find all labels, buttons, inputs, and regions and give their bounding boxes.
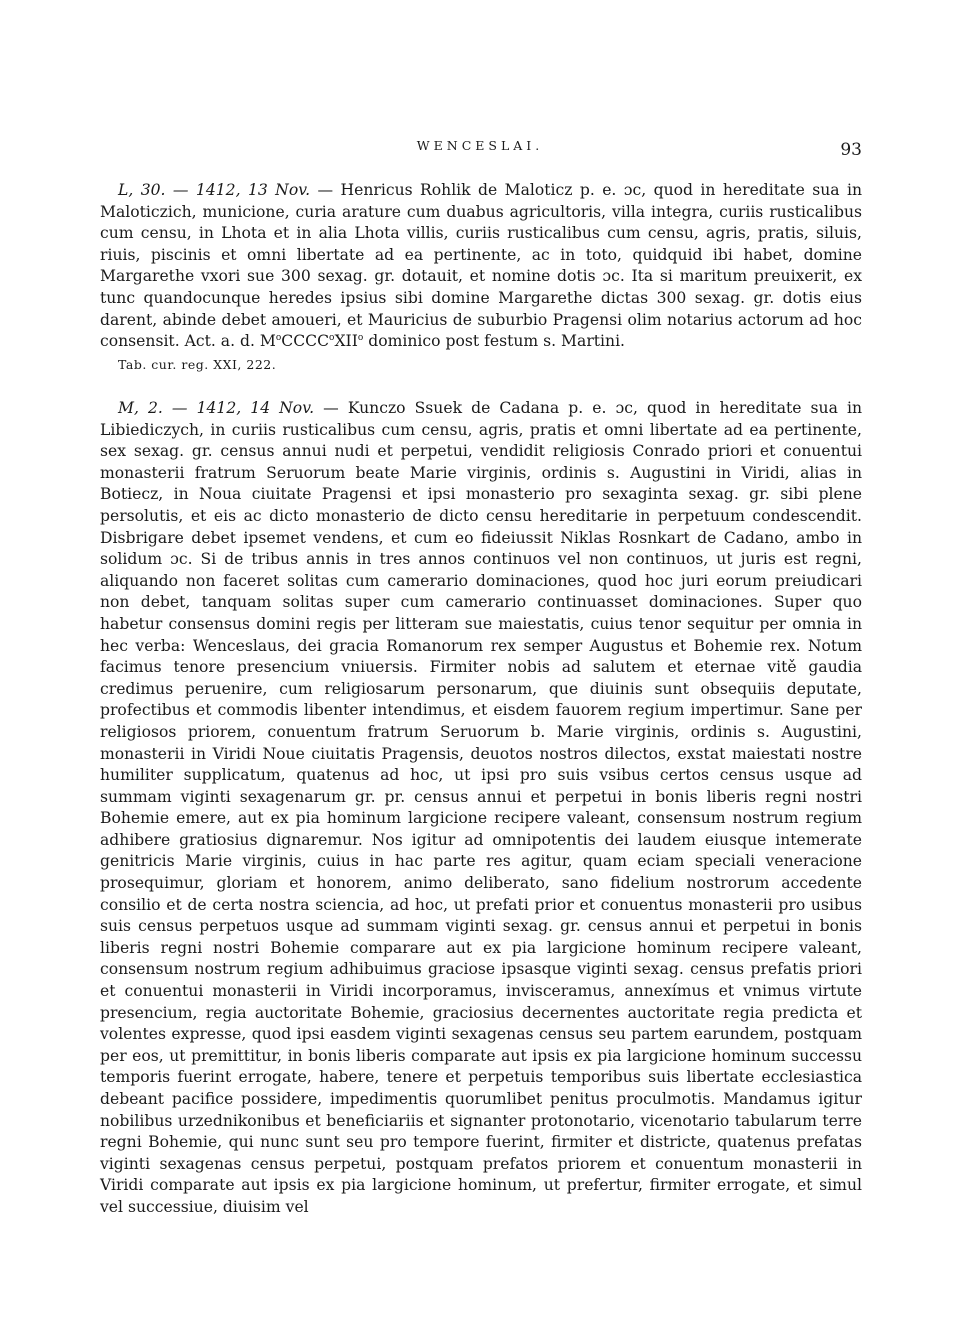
- entry-m2-siglum: M, 2. — 1412, 14 Nov.: [118, 399, 315, 417]
- entry-m2: [100, 398, 862, 1219]
- numeral-superscript: o: [329, 332, 335, 343]
- numeral-part: XII: [334, 332, 358, 351]
- page-number: 93: [840, 140, 862, 160]
- entry-l30: [100, 180, 862, 372]
- entry-m2-text: — Kunczo Ssuek de Cadana p. e. ɔc, quod in hereditate sua in Libiediczych, in curiis rusticalibus cum censu, agris, pratis et omni libertate ad ea pertinente, sex sexag. gr. census annui nudi et perpetui, vendidit religiosis Conrado priori et conuentui monasterii fratrum Seruorum beate Marie virginis, ordinis s. Augustini in Viridi, alias in Botiecz, in Noua ciuitate Pragensi et ipsi monasterio pro sexaginta sexag. gr. sibi plene persolutis, et eis ac dicto monasterio de dicto censu hereditarie in perpetuum condescendit. Disbrigare debet ipsemet vendens, et cum eo fideiussit Niklas Rosnkart de Cadano, ambo in solidum ɔc. Si de tribus annis in tres annos continuos vel non continuos, ut juris est regni, aliquando non faceret solitas cum camerario dominaciones, quod hoc juri eorum preiudicari non debet, tanquam solitas super cum camerario continuasset dominaciones. Super quo habetur consensus domini regis per litteram sue maiestatis, cuius tenor sequitur per omnia in hec verba: Wenceslaus, dei gracia Romanorum rex semper Augustus et Bohemie rex. Notum facimus tenore presencium vniuersis. Firmiter nobis ad salutem et eternae vitě gaudia credimus peruenire, cum religiosarum personarum, que diuinis sunt obsequiis deputate, profectibus et commodis libenter intendimus, et eisdem fauorem regium impertimur. Sane per religiosos priorem, conuentum fratrum Seruorum b. Marie virginis, ordinis s. Augustini, monasterii in Viridi Noue ciuitatis Pragensis, deuotos nostros dilectos, exstat maiestati nostre humiliter supplicatum, quatenus ad hoc, ut ipsi pro suis vsibus certos census usque ad summam viginti sexagenarum gr. pr. census annui et perpetui in bonis liberis regni nostri Bohemie emere, aut ex pia hominum largicione recipere valeant, consensum nostrum regium adhibere gratiosius dignaremur. Nos igitur ad omnipotentis dei laudem eiusque intemerate genitricis Marie virginis, cuius in hac parte res agitur, quam eciam speciali veneracione prosequimur, gloriam et honorem, animo deliberato, sano fidelium nostrorum accedente consilio et de certa nostra sciencia, ad hoc, ut prefati prior et conuentus monasterii pro usibus suis census perpetuos usque ad summam viginti sexag. gr. census annui et perpetui in bonis liberis regni nostri Bohemie comparare aut ex pia largicione hominum recipere valeant, consensum nostrum regium adhibuimus graciose ipsasque viginti sexag. census prefatis priori et conuentui monasterii in Viridi incorporamus, invisceramus, annexímus et vnimus virtute presencium, regia auctoritate Bohemie, graciosius decernentes auctoritate regia predicta et volentes expresse, quod ipsi easdem viginti sexagenas census seu partem earundem, postquam per eos, ut premittitur, in bonis liberis comparate aut ipsis ex pia largicione hominum successu temporis fuerint errogate, habere, tenere et perpetuis temporibus suis libertate ecclesiastica debeant pacifice possidere, impedimentis quorumlibet penitus proculmotis. Mandamus igitur nobilibus urzednikonibus et beneficiariis et signanter protonotario, vicenotario tabularum terre regni Bohemie, qui nunc sunt seu pro tempore fuerint, firmiter et districte, quatenus prefatas viginti sexagenas census perpetui, postquam prefatos priorem et conuentum monasterii in Viridi comparate aut ipsis ex pia largicione hominum, ut prefertur, firmiter errogate, et simul vel successiue, diuisim vel: [100, 399, 862, 1216]
- numeral-superscript: o: [357, 332, 364, 343]
- entry-l30-siglum: L, 30. — 1412, 13 Nov.: [118, 181, 311, 199]
- numeral-part: CCCC: [281, 332, 330, 351]
- entry-l30-text-end: dominico post festum s. Martini.: [363, 332, 626, 351]
- numeral-superscript: o: [275, 332, 282, 343]
- entry-l30-text: — Henricus Rohlik de Maloticz p. e. ɔc, quod in hereditate sua in Maloticzich, municione, curia arature cum duabus agricultoris, villa integra, curiis rusticalibus cum censu, in Lhota et in alia Lhota villis, curiis rusticalibus cum censu, agris, pratis, siluis, riuis, piscinis et omni libertate ad ea pertinente, ac in toto, quidquid ibi habet, domine Margarethe vxori sue 300 sexag. gr. dotauit, et nomine dotis ɔc. Ita si maritum preuixerit, ex tunc quandocunque heredes ipsius sibi domine Margarethe dictas 300 sexag. gr. dotis eius darent, abinde debet amoueri, et Mauricius de suburbio Pragensi olim notarius actorum ad hoc consensit. Act. a. d. M: [100, 181, 862, 351]
- entry-l30-citation: Tab. cur. reg. XXI, 222.: [118, 356, 277, 372]
- running-title: WENCESLAI.: [416, 138, 544, 153]
- running-head: [100, 138, 860, 162]
- entry-m2-body: [100, 398, 862, 1219]
- entry-l30-body: [100, 180, 862, 353]
